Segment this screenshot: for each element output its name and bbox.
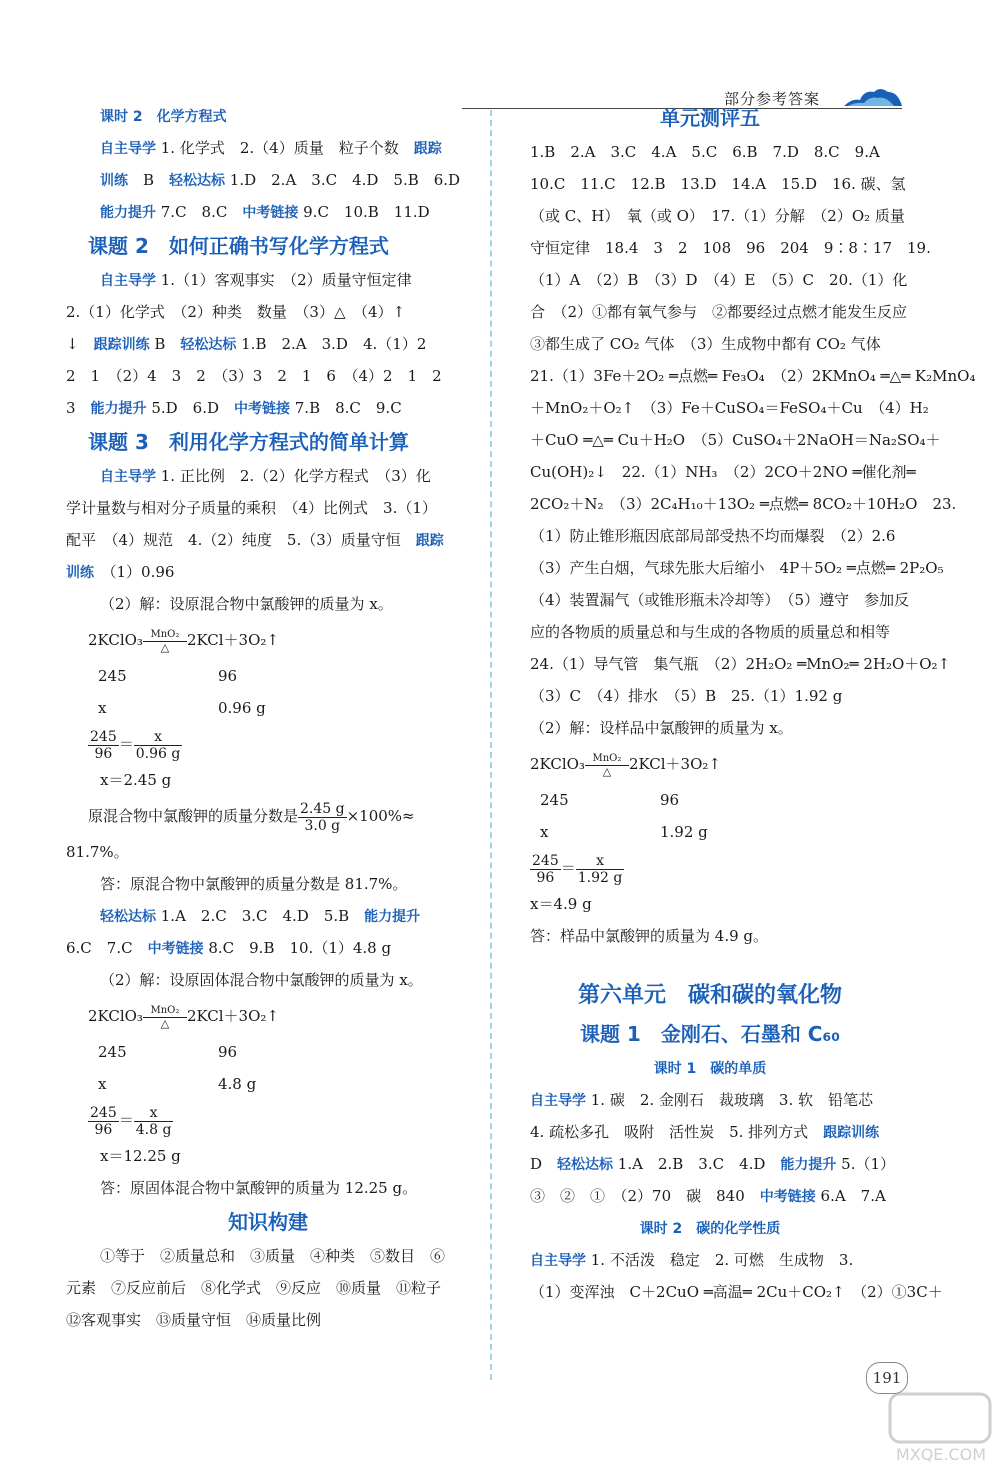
text-line <box>66 296 470 328</box>
text-line <box>508 848 912 888</box>
answer-text: 1. 碳 2. 金刚石 裁玻璃 3. 软 铅笔芯 <box>586 1091 874 1109</box>
text-line <box>66 196 470 228</box>
keyword-label: 中考链接 <box>242 205 299 221</box>
ratio-left: 245 <box>540 791 569 809</box>
equation-left: 2KClO₃ <box>88 631 143 649</box>
ratio-right: 0.96 g <box>218 699 266 717</box>
keyword-label: 能力提升 <box>364 909 421 925</box>
numerator: 245 <box>532 852 559 869</box>
keyword-label: 自主导学 <box>100 469 156 485</box>
text-line <box>66 836 470 868</box>
equals-sign: ＝ <box>118 1111 134 1129</box>
answer-text: ③ ② ① （2）70 碳 840 <box>530 1187 760 1205</box>
text-line <box>508 1016 912 1052</box>
catalyst-label: MnO₂ <box>143 629 187 642</box>
page-number: 191 <box>866 1362 908 1394</box>
answer-text: 元素 ⑦反应前后 ⑧化学式 ⑨反应 ⑩质量 ⑪粒子 <box>66 1279 442 1297</box>
header-title: 部分参考答案 <box>724 90 821 108</box>
right-column <box>508 100 976 1308</box>
text-line <box>66 132 470 164</box>
text-line <box>66 932 470 964</box>
text-line <box>508 952 912 976</box>
keyword-label: 训练 <box>100 173 128 189</box>
text-line <box>508 888 912 920</box>
text-line <box>508 488 957 520</box>
text-line <box>66 1204 470 1240</box>
left-column <box>66 100 470 1336</box>
numerator: x <box>576 853 625 870</box>
text-line <box>508 784 912 816</box>
ratio-left: x <box>540 823 549 841</box>
answer-text: 21.（1）3Fe＋2O₂ ═点燃═ Fe₃O₄ （2）2KMnO₄ ═△═ K₂MnO₄ <box>530 367 976 385</box>
answer-text: 2.（1）化学式 （2）种类 数量 （3）△ （4）↑ <box>66 303 406 321</box>
section-heading: 单元测评五 <box>660 106 760 130</box>
svg-text:MXQE.COM: MXQE.COM <box>895 1445 987 1464</box>
keyword-label: 能力提升 <box>90 401 147 417</box>
text-line <box>66 764 470 796</box>
ratio-left: 245 <box>98 1043 127 1061</box>
answer-text: （3）C （4）排水 （5）B 25.（1）1.92 g <box>530 687 843 705</box>
answer-text: 1.（1）客观事实 （2）质量守恒定律 <box>156 271 412 289</box>
text-line <box>66 796 470 836</box>
fraction <box>530 853 561 886</box>
ratio-left: 245 <box>98 667 127 685</box>
keyword-label: 自主导学 <box>530 1253 586 1269</box>
answer-text: 7.C 8.C <box>156 203 243 221</box>
reaction-condition <box>143 629 187 654</box>
text-line <box>508 1148 912 1180</box>
text-line <box>66 100 470 132</box>
numerator: x <box>134 729 183 746</box>
answer-text: （2）解：设原混合物中氯酸钾的质量为 x。 <box>100 595 393 613</box>
text-line <box>508 520 912 552</box>
answer-text: ＋MnO₂＋O₂↑ （3）Fe＋CuSO₄＝FeSO₄＋Cu （4）H₂ <box>530 399 929 417</box>
answer-text: 守恒定律 18.4 3 2 108 96 204 9∶8∶17 19. <box>530 239 931 257</box>
text-line <box>508 168 912 200</box>
answer-text: ⑫客观事实 ⑬质量守恒 ⑭质量比例 <box>66 1311 322 1329</box>
answer-text: 1.A 2.C 3.C 4.D 5.B <box>156 907 365 925</box>
text-line <box>508 296 912 328</box>
text-line <box>508 1084 912 1116</box>
fraction <box>88 1105 119 1138</box>
section-heading: 课题 1 金刚石、石墨和 C₆₀ <box>579 1022 841 1046</box>
keyword-label: 轻松达标 <box>169 173 226 189</box>
ratio-right: 96 <box>218 1043 238 1061</box>
denominator: 4.8 g <box>135 1121 172 1138</box>
text-line <box>508 584 912 616</box>
keyword-label: 自主导学 <box>100 141 156 157</box>
equation-right: 2KCl＋3O₂↑ <box>628 755 721 773</box>
text-line <box>66 1272 470 1304</box>
text-line <box>66 692 470 724</box>
answer-text: （或 C、H） 氧（或 O） 17.（1）分解 （2）O₂ 质量 <box>530 207 905 225</box>
keyword-label: 中考链接 <box>147 941 204 957</box>
answer-text: x＝12.25 g <box>100 1147 181 1165</box>
keyword-label: 轻松达标 <box>180 337 237 353</box>
fraction <box>134 1105 174 1138</box>
ratio-right: 96 <box>218 667 238 685</box>
text-line <box>66 964 470 996</box>
answer-text: 1.B 2.A 3.D 4.（1）2 <box>236 335 427 353</box>
text-line <box>66 228 470 264</box>
answer-text: 9.C 10.B 11.D <box>298 203 430 221</box>
ratio-right: 1.92 g <box>660 823 708 841</box>
keyword-label: 跟踪 <box>415 533 444 549</box>
answer-text: 5.D 6.D <box>146 399 234 417</box>
text-line <box>66 588 470 620</box>
text-line <box>508 744 912 784</box>
text-line <box>508 1244 912 1276</box>
fraction <box>298 801 347 834</box>
keyword-label: 跟踪训练 <box>823 1125 880 1141</box>
answer-text: （4）装置漏气（或锥形瓶未冷却等） （5）遵守 参加反 <box>530 591 910 609</box>
text-line <box>66 1036 470 1068</box>
text-line <box>66 492 470 524</box>
text-line <box>66 556 470 588</box>
equation-right: 2KCl＋3O₂↑ <box>186 631 279 649</box>
text-line <box>66 460 470 492</box>
text-line <box>66 424 470 460</box>
section-heading: 课题 3 利用化学方程式的简单计算 <box>88 430 409 454</box>
heat-symbol: △ <box>160 640 170 654</box>
answer-text: 配平 （4）规范 4.（2）纯度 5.（3）质量守恒 <box>66 531 416 549</box>
catalyst-label: MnO₂ <box>143 1005 187 1018</box>
text-line <box>66 620 470 660</box>
text-line <box>66 1172 470 1204</box>
answer-text: ①等于 ②质量总和 ③质量 ④种类 ⑤数目 ⑥ <box>100 1247 446 1265</box>
denominator: 96 <box>536 869 555 886</box>
equation-left: 2KClO₃ <box>530 755 585 773</box>
answer-text: 4. 疏松多孔 吸附 活性炭 5. 排列方式 <box>530 1123 824 1141</box>
answer-text: 3 <box>66 399 91 417</box>
answer-text: 应的各物质的质量总和与生成的各物质的质量总和相等 <box>530 623 891 641</box>
reaction-condition <box>585 753 629 778</box>
answer-text: x＝4.9 g <box>530 895 592 913</box>
answer-text: （1）0.96 <box>94 563 175 581</box>
text-line <box>66 1140 470 1172</box>
text-line <box>508 616 912 648</box>
answer-text: 5.（1） <box>836 1155 896 1173</box>
keyword-label: 能力提升 <box>780 1157 837 1173</box>
text-line <box>508 1052 912 1084</box>
answer-text: （1）防止锥形瓶因底部局部受热不均而爆裂 （2）2.6 <box>530 527 896 545</box>
answer-text: 8.C 9.B 10.（1）4.8 g <box>203 939 392 957</box>
text-line <box>508 1212 912 1244</box>
text-line <box>66 392 470 424</box>
text-line <box>66 660 470 692</box>
answer-text: B <box>149 335 181 353</box>
keyword-label: 轻松达标 <box>100 909 156 925</box>
answer-text: B <box>128 171 170 189</box>
answer-text: ③都生成了 CO₂ 气体 （3）生成物中都有 CO₂ 气体 <box>530 335 881 353</box>
answer-text: （2）解：设样品中氯酸钾的质量为 x。 <box>530 719 793 737</box>
text-line <box>508 232 931 264</box>
ratio-left: x <box>98 699 107 717</box>
equals-sign: ＝ <box>560 859 576 877</box>
lesson-subheading: 课时 2 碳的化学性质 <box>639 1221 781 1237</box>
answer-text: Cu(OH)₂↓ 22.（1）NH₃ （2）2CO＋2NO ═催化剂═ <box>530 463 916 481</box>
text-line <box>508 424 941 456</box>
answer-text: 2CO₂＋N₂ （3）2C₄H₁₀＋13O₂ ═点燃═ 8CO₂＋10H₂O 23. <box>530 495 957 513</box>
keyword-label: 中考链接 <box>234 401 290 417</box>
text-line <box>508 648 951 680</box>
answer-text: 1. 化学式 2.（4）质量 粒子个数 <box>156 139 414 157</box>
text-line <box>66 724 470 764</box>
answer-text: ×100%≈ <box>346 807 415 825</box>
answer-text: 6.A 7.A <box>815 1187 886 1205</box>
keyword-label: 轻松达标 <box>557 1157 614 1173</box>
text-line <box>508 360 976 392</box>
heat-symbol: △ <box>602 764 612 778</box>
answer-text: 24.（1）导气管 集气瓶 （2）2H₂O₂ ═MnO₂═ 2H₂O＋O₂↑ <box>530 655 951 673</box>
text-line <box>66 900 470 932</box>
catalyst-label: MnO₂ <box>585 753 629 766</box>
fraction <box>88 729 119 762</box>
answer-text: 1.A 2.B 3.C 4.D <box>613 1155 781 1173</box>
section-heading: 课题 2 如何正确书写化学方程式 <box>88 234 389 258</box>
text-line <box>66 1100 470 1140</box>
numerator: 245 <box>90 1104 117 1121</box>
answer-text: 7.B 8.C 9.C <box>290 399 402 417</box>
text-line <box>66 524 470 556</box>
answer-text: （1）A （2）B （3）D （4）E （5）C 20.（1）化 <box>530 271 908 289</box>
text-line <box>508 680 912 712</box>
denominator: 96 <box>94 1121 113 1138</box>
text-line <box>508 920 912 952</box>
text-line <box>508 136 912 168</box>
answer-text: （3）产生白烟，气球先胀大后缩小 4P＋5O₂ ═点燃═ 2P₂O₅ <box>530 559 944 577</box>
keyword-label: 跟踪训练 <box>93 337 150 353</box>
text-line <box>66 1240 470 1272</box>
lesson-subheading: 课时 2 化学方程式 <box>100 109 227 125</box>
answer-text: 学计量数与相对分子质量的乘积 （4）比例式 3.（1） <box>66 499 437 517</box>
keyword-label: 中考链接 <box>759 1189 816 1205</box>
numerator: x <box>134 1105 174 1122</box>
denominator: 0.96 g <box>135 745 181 762</box>
keyword-label: 跟踪 <box>413 141 442 157</box>
denominator: 1.92 g <box>577 869 623 886</box>
numerator: 2.45 g <box>300 800 345 817</box>
section-heading: 知识构建 <box>228 1210 308 1234</box>
ratio-right: 96 <box>660 791 680 809</box>
text-line <box>508 1116 912 1148</box>
text-line <box>508 816 912 848</box>
answer-text: 答：原混合物中氯酸钾的质量分数是 81.7%。 <box>100 875 408 893</box>
answer-text: 2 1 （2）4 3 2 （3）3 2 1 6 （4）2 1 2 <box>66 367 442 385</box>
fraction <box>134 729 183 762</box>
equation-right: 2KCl＋3O₂↑ <box>186 1007 279 1025</box>
lesson-subheading: 课时 1 碳的单质 <box>653 1061 767 1077</box>
fraction <box>576 853 625 886</box>
text-line <box>66 1068 470 1100</box>
equation-left: 2KClO₃ <box>88 1007 143 1025</box>
denominator: 96 <box>94 745 113 762</box>
text-line <box>508 712 912 744</box>
numerator: 245 <box>90 728 117 745</box>
keyword-label: 训练 <box>66 565 94 581</box>
text-line <box>66 264 470 296</box>
text-line <box>66 328 470 360</box>
text-line <box>66 360 470 392</box>
text-line <box>66 1304 470 1336</box>
ratio-right: 4.8 g <box>218 1075 257 1093</box>
answer-text: 1.B 2.A 3.C 4.A 5.C 6.B 7.D 8.C 9.A <box>530 143 880 161</box>
text-line <box>66 868 470 900</box>
answer-text: D <box>530 1155 558 1173</box>
answer-text: 答：样品中氯酸钾的质量为 4.9 g。 <box>530 927 768 945</box>
heat-symbol: △ <box>160 1016 170 1030</box>
answer-text: x＝2.45 g <box>100 771 172 789</box>
text-line <box>508 976 912 1016</box>
watermark-logo <box>886 1386 996 1466</box>
text-line <box>508 456 916 488</box>
equals-sign: ＝ <box>118 735 134 753</box>
text-line <box>508 200 912 232</box>
text-line <box>508 328 912 360</box>
answer-text: ↓ <box>66 335 94 353</box>
unit-heading: 第六单元 碳和碳的氧化物 <box>577 983 842 1008</box>
answer-text: 6.C 7.C <box>66 939 148 957</box>
text-line <box>66 164 470 196</box>
keyword-label: 能力提升 <box>100 205 156 221</box>
reaction-condition <box>143 1005 187 1030</box>
keyword-label: 自主导学 <box>100 273 156 289</box>
denominator: 3.0 g <box>304 817 341 834</box>
answer-text: （2）解：设原固体混合物中氯酸钾的质量为 x。 <box>100 971 423 989</box>
answer-text: ＋CuO ═△═ Cu＋H₂O （5）CuSO₄＋2NaOH＝Na₂SO₄＋ <box>530 431 941 449</box>
answer-text: 1. 正比例 2.（2）化学方程式 （3）化 <box>156 467 431 485</box>
answer-text: 合 （2）①都有氧气参与 ②都要经过点燃才能发生反应 <box>530 303 908 321</box>
keyword-label: 自主导学 <box>530 1093 586 1109</box>
answer-text: 答：原固体混合物中氯酸钾的质量为 12.25 g。 <box>100 1179 418 1197</box>
ratio-left: x <box>98 1075 107 1093</box>
answer-text: 1. 不活泼 稳定 2. 可燃 生成物 3. <box>586 1251 854 1269</box>
answer-text: 原混合物中氯酸钾的质量分数是 <box>88 807 299 825</box>
answer-text: 10.C 11.C 12.B 13.D 14.A 15.D 16. 碳、氢 <box>530 175 906 193</box>
text-line <box>508 552 944 584</box>
answer-text: （1）变浑浊 C＋2CuO ═高温═ 2Cu＋CO₂↑ （2）①3C＋ <box>530 1283 943 1301</box>
text-line <box>508 1276 943 1308</box>
answer-text: 81.7%。 <box>66 843 129 861</box>
text-line <box>508 100 912 136</box>
text-line <box>66 996 470 1036</box>
text-line <box>508 392 929 424</box>
answer-text: 1.D 2.A 3.C 4.D 5.B 6.D <box>225 171 461 189</box>
text-line <box>508 1180 912 1212</box>
column-divider <box>490 110 492 1380</box>
text-line <box>508 264 912 296</box>
